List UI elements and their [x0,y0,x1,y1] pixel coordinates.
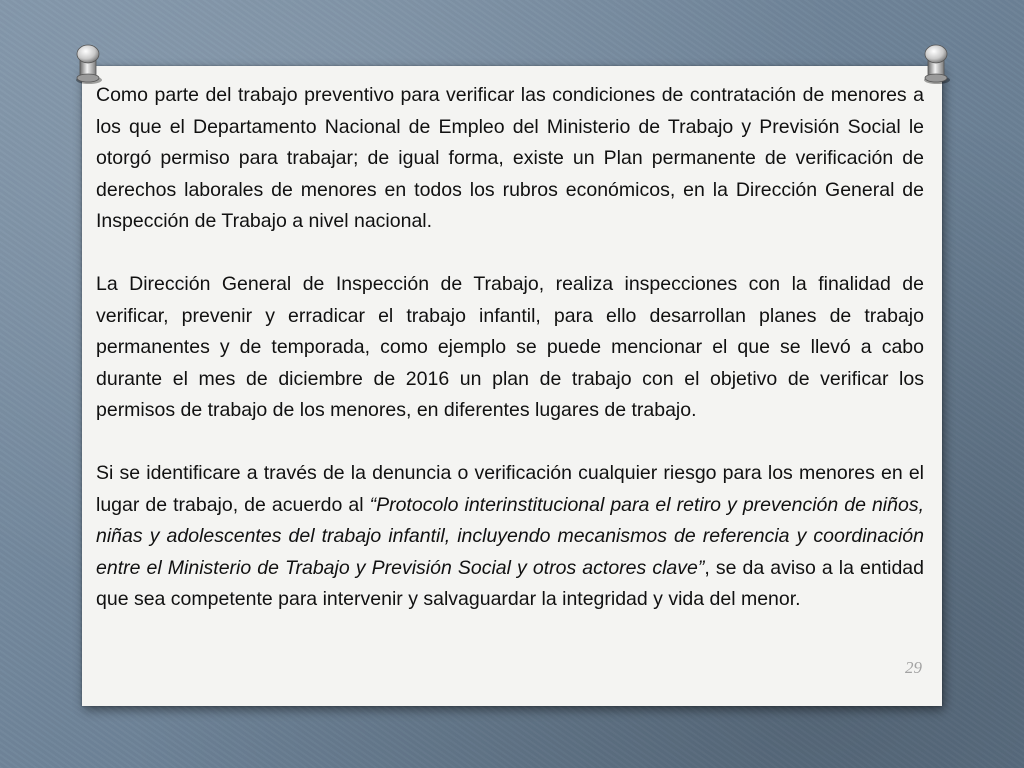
paragraph-3-intro: Si se identificare a través de la denuncia o verificación cualquier riesgo para los menores en el lugar de trabajo, de acuerdo al [96,462,924,516]
paragraph-3-conclusion: , se da aviso a la entidad que sea competente para intervenir y salvaguardar la integridad y vida del menor. [96,556,924,610]
protocol-title: “Protocolo interinstitucional para el retiro y prevención de niños, niñas y adolescentes del trabajo infantil, incluyendo mecanismos de referencia y coordinación entre el Ministerio de Trabajo y Previsión Social y otros actores clave” [96,493,925,579]
paragraph-1: Como parte del trabajo preventivo para verificar las condiciones de contratación de menores a los que el Departamento Nacional de Empleo del Ministerio de Trabajo y Previsión Social le otorgó permiso para trabajar; de igual forma, existe un Plan permanente de verificación de derechos laborales de menores en todos los rubros económicos, en la Dirección General de Inspección de Trabajo a nivel nacional. [96,84,924,232]
paragraph-3 [96,458,924,616]
slide-body-text [96,80,924,616]
page-number: 29 [905,658,922,677]
slide-card [82,66,942,706]
paragraph-2: La Dirección General de Inspección de Trabajo, realiza inspecciones con la finalidad de verificar, prevenir y erradicar el trabajo infantil, para ello desarrollan planes de trabajo permanentes y de temporada, como ejemplo se puede mencionar el que se llevó a cabo durante el mes de diciembre de 2016 un plan de trabajo con el objetivo de verificar los permisos de trabajo de los menores, en diferentes lugares de trabajo. [96,273,924,421]
pushpin-icon [918,42,954,86]
pushpin-icon [70,42,106,86]
